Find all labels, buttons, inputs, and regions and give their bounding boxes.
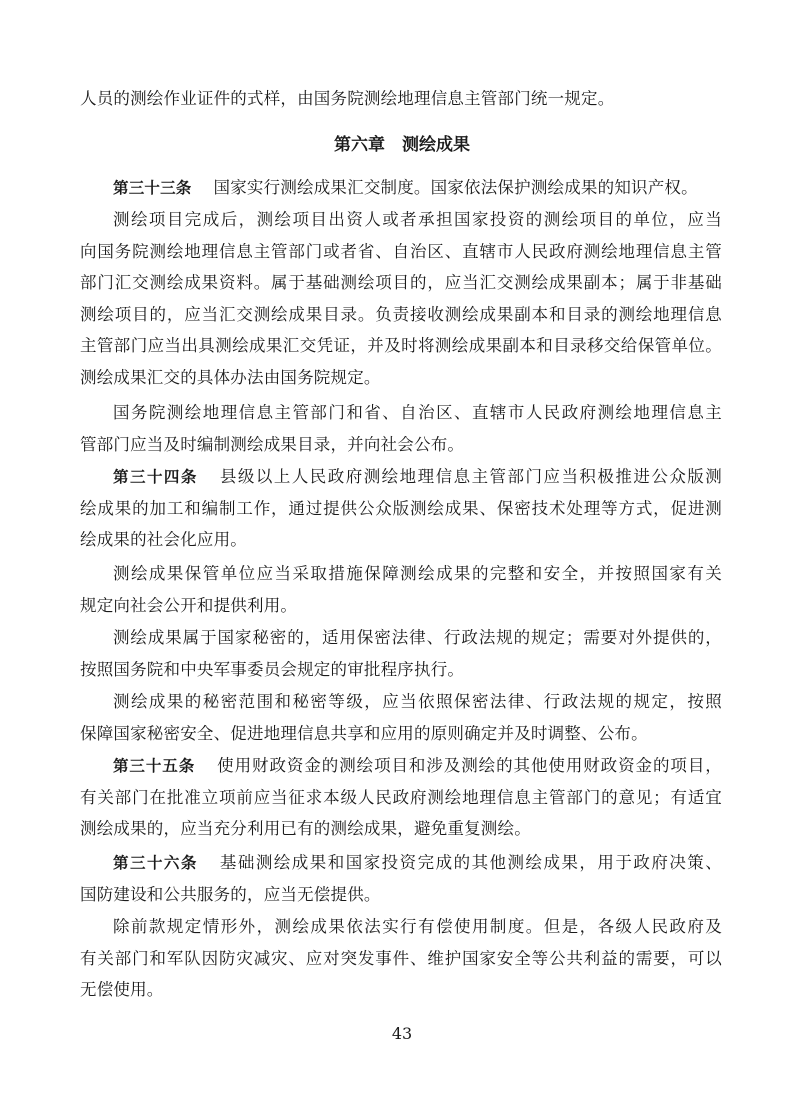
article-33-para-1 bbox=[80, 172, 722, 204]
article-34-para-2 bbox=[80, 558, 722, 621]
text-line: 管部门应当及时编制测绘成果目录，并向社会公布。 bbox=[80, 434, 465, 454]
text-line: 第三十六条 基础测绘成果和国家投资完成的其他测绘成果，用于政府决策、 bbox=[113, 853, 722, 872]
text-line: 绘成果的社会化应用。 bbox=[80, 530, 247, 550]
text-line: 部门汇交测绘成果资料。属于基础测绘项目的，应当汇交测绘成果副本；属于非基础 bbox=[80, 273, 722, 293]
article-34-para-1 bbox=[80, 461, 722, 556]
text-line: 人员的测绘作业证件的式样，由国务院测绘地理信息主管部门统一规定。 bbox=[80, 89, 615, 108]
article-33-para-3 bbox=[80, 397, 722, 460]
chapter-heading: 第六章 测绘成果 bbox=[334, 135, 470, 155]
text-line: 国防建设和公共服务的，应当无偿提供。 bbox=[80, 884, 381, 904]
text-line: 按照国务院和中央军事委员会规定的审批程序执行。 bbox=[80, 659, 465, 679]
text-line: 有关部门在批准立项前应当征求本级人民政府测绘地理信息主管部门的意见；有适宜 bbox=[80, 787, 722, 807]
text-line: 测绘成果保管单位应当采取措施保障测绘成果的完整和安全，并按照国家有关 bbox=[113, 564, 722, 583]
text-line: 测绘成果的，应当充分利用已有的测绘成果，避免重复测绘。 bbox=[80, 819, 531, 839]
text-line: 测绘项目的，应当汇交测绘成果目录。负责接收测绘成果副本和目录的测绘地理信息 bbox=[80, 304, 722, 324]
article-label: 第三十五条 bbox=[113, 757, 196, 775]
text-line: 第三十五条 使用财政资金的测绘项目和涉及测绘的其他使用财政资金的项目， bbox=[113, 756, 722, 775]
text-line: 测绘成果属于国家秘密的，适用保密法律、行政法规的规定；需要对外提供的， bbox=[113, 628, 722, 647]
text-line: 第三十四条 县级以上人民政府测绘地理信息主管部门应当积极推进公众版测 bbox=[113, 467, 722, 486]
paragraph-carryover bbox=[80, 83, 722, 115]
article-label: 第三十三条 bbox=[113, 179, 192, 197]
text-line: 国务院测绘地理信息主管部门和省、自治区、直辖市人民政府测绘地理信息主 bbox=[113, 403, 722, 422]
article-36-para-2 bbox=[80, 911, 722, 1006]
text-line: 第三十三条 国家实行测绘成果汇交制度。国家依法保护测绘成果的知识产权。 bbox=[113, 178, 698, 197]
article-label: 第三十四条 bbox=[113, 468, 198, 486]
text-line: 测绘项目完成后，测绘项目出资人或者承担国家投资的测绘项目的单位，应当 bbox=[113, 210, 722, 229]
article-35 bbox=[80, 750, 722, 845]
article-36-para-1 bbox=[80, 847, 722, 910]
text-line: 主管部门应当出具测绘成果汇交凭证，并及时将测绘成果副本和目录移交给保管单位。 bbox=[80, 336, 722, 356]
article-label: 第三十六条 bbox=[113, 854, 198, 872]
text-line: 无偿使用。 bbox=[80, 980, 164, 1000]
article-34-para-4 bbox=[80, 686, 722, 749]
text-line: 有关部门和军队因防灾减灾、应对突发事件、维护国家安全等公共利益的需要，可以 bbox=[80, 948, 722, 968]
text-line: 向国务院测绘地理信息主管部门或者省、自治区、直辖市人民政府测绘地理信息主管 bbox=[80, 241, 722, 261]
text-line: 除前款规定情形外，测绘成果依法实行有偿使用制度。但是，各级人民政府及 bbox=[113, 917, 722, 936]
page-number: 43 bbox=[391, 1024, 413, 1043]
article-33-para-2 bbox=[80, 204, 722, 394]
text-line: 绘成果的加工和编制工作，通过提供公众版测绘成果、保密技术处理等方式，促进测 bbox=[80, 498, 722, 518]
text-line: 规定向社会公开和提供利用。 bbox=[80, 595, 298, 615]
text-line: 测绘成果汇交的具体办法由国务院规定。 bbox=[80, 367, 381, 387]
text-line: 测绘成果的秘密范围和秘密等级，应当依照保密法律、行政法规的规定，按照 bbox=[113, 692, 722, 711]
article-34-para-3 bbox=[80, 622, 722, 685]
text-line: 保障国家秘密安全、促进地理信息共享和应用的原则确定并及时调整、公布。 bbox=[80, 723, 648, 743]
